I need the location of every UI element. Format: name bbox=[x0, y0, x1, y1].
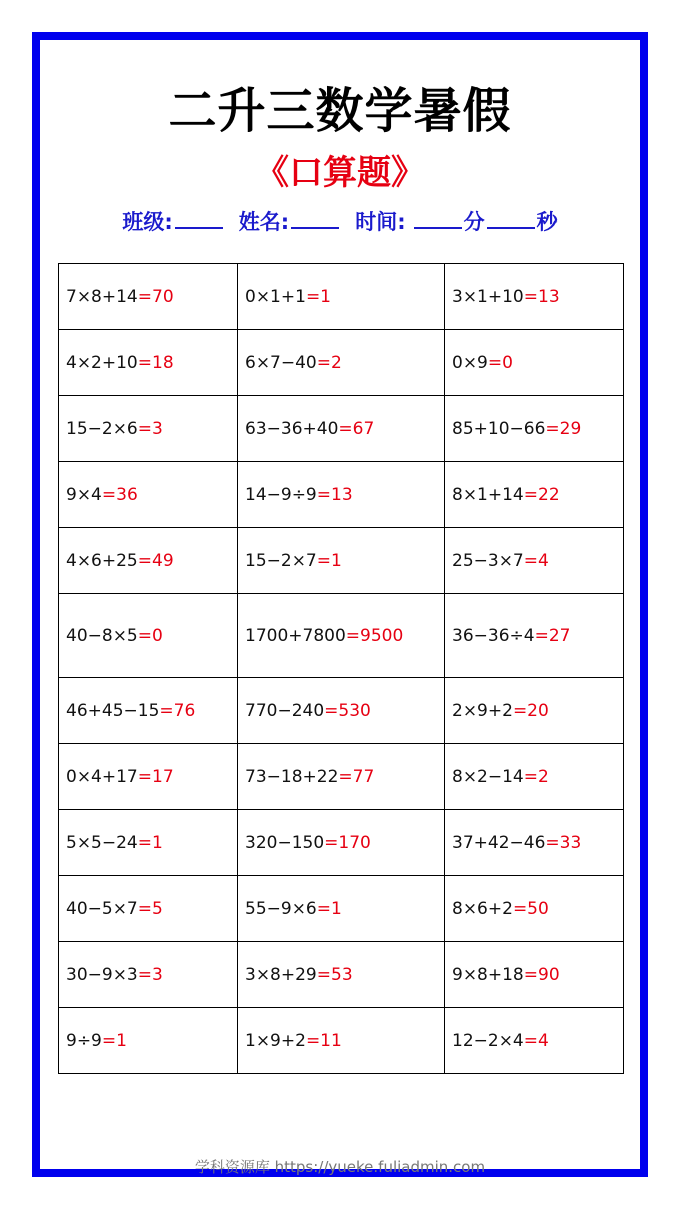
problem-expression: 63−36+40 bbox=[245, 418, 339, 439]
problem-expression: 3×8+29 bbox=[245, 964, 317, 985]
problem-cell bbox=[59, 594, 238, 678]
problem-answer: =17 bbox=[137, 766, 174, 787]
problem-cell bbox=[445, 396, 624, 462]
problem-cell bbox=[238, 594, 445, 678]
problem-answer: =3 bbox=[137, 964, 163, 985]
problem-answer: =70 bbox=[137, 286, 174, 307]
problem-answer: =27 bbox=[534, 625, 571, 646]
problem-answer: =50 bbox=[512, 898, 549, 919]
problem-expression: 2×9+2 bbox=[452, 700, 513, 721]
table-row bbox=[59, 594, 624, 678]
problem-answer: =11 bbox=[305, 1030, 342, 1051]
problem-expression: 320−150 bbox=[245, 832, 325, 853]
problem-cell bbox=[238, 810, 445, 876]
table-row bbox=[59, 264, 624, 330]
problem-cell bbox=[238, 876, 445, 942]
problem-expression: 40−5×7 bbox=[66, 898, 138, 919]
problem-expression: 9×4 bbox=[66, 484, 102, 505]
problem-cell bbox=[238, 396, 445, 462]
class-blank-field[interactable] bbox=[175, 209, 223, 229]
problem-answer: =20 bbox=[512, 700, 549, 721]
page-title: 二升三数学暑假 bbox=[168, 83, 512, 139]
problem-answer: =53 bbox=[316, 964, 353, 985]
table-row bbox=[59, 1008, 624, 1074]
problem-cell bbox=[59, 264, 238, 330]
problem-cell bbox=[238, 330, 445, 396]
problem-answer: =1 bbox=[316, 898, 342, 919]
time-label: 时间: bbox=[355, 210, 406, 234]
table-row bbox=[59, 744, 624, 810]
minutes-blank-field[interactable] bbox=[414, 209, 462, 229]
problem-expression: 5×5−24 bbox=[66, 832, 138, 853]
problem-cell bbox=[238, 942, 445, 1008]
problem-answer: =1 bbox=[305, 286, 331, 307]
problem-expression: 1700+7800 bbox=[245, 625, 346, 646]
problem-cell bbox=[445, 942, 624, 1008]
problem-expression: 3×1+10 bbox=[452, 286, 524, 307]
problem-answer: =4 bbox=[523, 550, 549, 571]
problem-cell bbox=[238, 528, 445, 594]
student-info-line bbox=[0, 206, 680, 236]
problem-cell bbox=[238, 1008, 445, 1074]
problem-expression: 0×4+17 bbox=[66, 766, 138, 787]
problem-answer: =170 bbox=[324, 832, 371, 853]
problem-cell bbox=[445, 330, 624, 396]
table-row bbox=[59, 810, 624, 876]
problem-cell bbox=[59, 396, 238, 462]
problem-answer: =36 bbox=[101, 484, 138, 505]
problem-expression: 15−2×7 bbox=[245, 550, 317, 571]
problem-answer: =1 bbox=[316, 550, 342, 571]
problem-answer: =90 bbox=[523, 964, 560, 985]
problem-cell bbox=[59, 678, 238, 744]
problem-cell bbox=[445, 810, 624, 876]
problem-expression: 4×2+10 bbox=[66, 352, 138, 373]
problem-expression: 8×2−14 bbox=[452, 766, 524, 787]
problem-answer: =5 bbox=[137, 898, 163, 919]
problem-expression: 40−8×5 bbox=[66, 625, 138, 646]
problem-answer: =3 bbox=[137, 418, 163, 439]
name-label: 姓名: bbox=[238, 210, 290, 234]
problem-answer: =1 bbox=[101, 1030, 127, 1051]
problem-answer: =77 bbox=[338, 766, 375, 787]
problem-cell bbox=[445, 876, 624, 942]
problem-answer: =13 bbox=[523, 286, 560, 307]
problem-answer: =4 bbox=[523, 1030, 549, 1051]
problem-cell bbox=[445, 528, 624, 594]
problem-answer: =67 bbox=[338, 418, 375, 439]
problem-answer: =22 bbox=[523, 484, 560, 505]
problem-cell bbox=[238, 744, 445, 810]
problem-cell bbox=[445, 1008, 624, 1074]
problem-expression: 12−2×4 bbox=[452, 1030, 524, 1051]
problem-cell bbox=[238, 462, 445, 528]
problem-cell bbox=[59, 810, 238, 876]
page-subtitle: 《口算题》 bbox=[255, 153, 425, 193]
table-row bbox=[59, 678, 624, 744]
problem-expression: 1×9+2 bbox=[245, 1030, 306, 1051]
problem-answer: =530 bbox=[324, 700, 371, 721]
problem-cell bbox=[59, 462, 238, 528]
table-row bbox=[59, 330, 624, 396]
watermark: 学科资源库 https://yueke.fuliadmin.com bbox=[194, 1158, 486, 1176]
problem-cell bbox=[59, 1008, 238, 1074]
problem-cell bbox=[445, 264, 624, 330]
name-blank-field[interactable] bbox=[291, 209, 339, 229]
class-label: 班级: bbox=[122, 210, 173, 234]
table-row bbox=[59, 528, 624, 594]
problem-expression: 14−9÷9 bbox=[245, 484, 317, 505]
problem-answer: =29 bbox=[545, 418, 582, 439]
problem-answer: =2 bbox=[523, 766, 549, 787]
problem-cell bbox=[59, 528, 238, 594]
problem-expression: 37+42−46 bbox=[452, 832, 546, 853]
table-row bbox=[59, 396, 624, 462]
seconds-label: 秒 bbox=[536, 210, 558, 234]
problem-answer: =18 bbox=[137, 352, 174, 373]
problem-expression: 73−18+22 bbox=[245, 766, 339, 787]
problem-answer: =1 bbox=[137, 832, 163, 853]
problem-answer: =13 bbox=[316, 484, 353, 505]
problem-expression: 770−240 bbox=[245, 700, 325, 721]
minutes-label: 分 bbox=[463, 210, 485, 234]
problem-answer: =49 bbox=[137, 550, 174, 571]
seconds-blank-field[interactable] bbox=[487, 209, 535, 229]
table-row bbox=[59, 876, 624, 942]
problem-answer: =2 bbox=[316, 352, 342, 373]
problem-answer: =0 bbox=[487, 352, 513, 373]
problem-cell bbox=[59, 330, 238, 396]
problem-expression: 55−9×6 bbox=[245, 898, 317, 919]
problem-expression: 85+10−66 bbox=[452, 418, 546, 439]
problem-cell bbox=[59, 942, 238, 1008]
problem-expression: 0×9 bbox=[452, 352, 488, 373]
problem-cell bbox=[59, 744, 238, 810]
problem-expression: 25−3×7 bbox=[452, 550, 524, 571]
arithmetic-table bbox=[58, 263, 624, 1074]
problem-expression: 30−9×3 bbox=[66, 964, 138, 985]
problem-expression: 7×8+14 bbox=[66, 286, 138, 307]
problem-cell bbox=[445, 678, 624, 744]
problem-answer: =9500 bbox=[345, 625, 404, 646]
problem-expression: 46+45−15 bbox=[66, 700, 160, 721]
problem-expression: 36−36÷4 bbox=[452, 625, 535, 646]
problem-cell bbox=[238, 678, 445, 744]
problem-expression: 15−2×6 bbox=[66, 418, 138, 439]
problem-cell bbox=[238, 264, 445, 330]
problem-expression: 6×7−40 bbox=[245, 352, 317, 373]
problem-expression: 8×1+14 bbox=[452, 484, 524, 505]
problem-answer: =0 bbox=[137, 625, 163, 646]
problem-expression: 4×6+25 bbox=[66, 550, 138, 571]
problem-answer: =33 bbox=[545, 832, 582, 853]
problem-cell bbox=[59, 876, 238, 942]
table-row bbox=[59, 462, 624, 528]
problem-answer: =76 bbox=[159, 700, 196, 721]
problem-cell bbox=[445, 462, 624, 528]
problem-cell bbox=[445, 744, 624, 810]
problem-expression: 8×6+2 bbox=[452, 898, 513, 919]
problem-expression: 0×1+1 bbox=[245, 286, 306, 307]
table-row bbox=[59, 942, 624, 1008]
problem-expression: 9÷9 bbox=[66, 1030, 102, 1051]
problem-cell bbox=[445, 594, 624, 678]
problem-expression: 9×8+18 bbox=[452, 964, 524, 985]
